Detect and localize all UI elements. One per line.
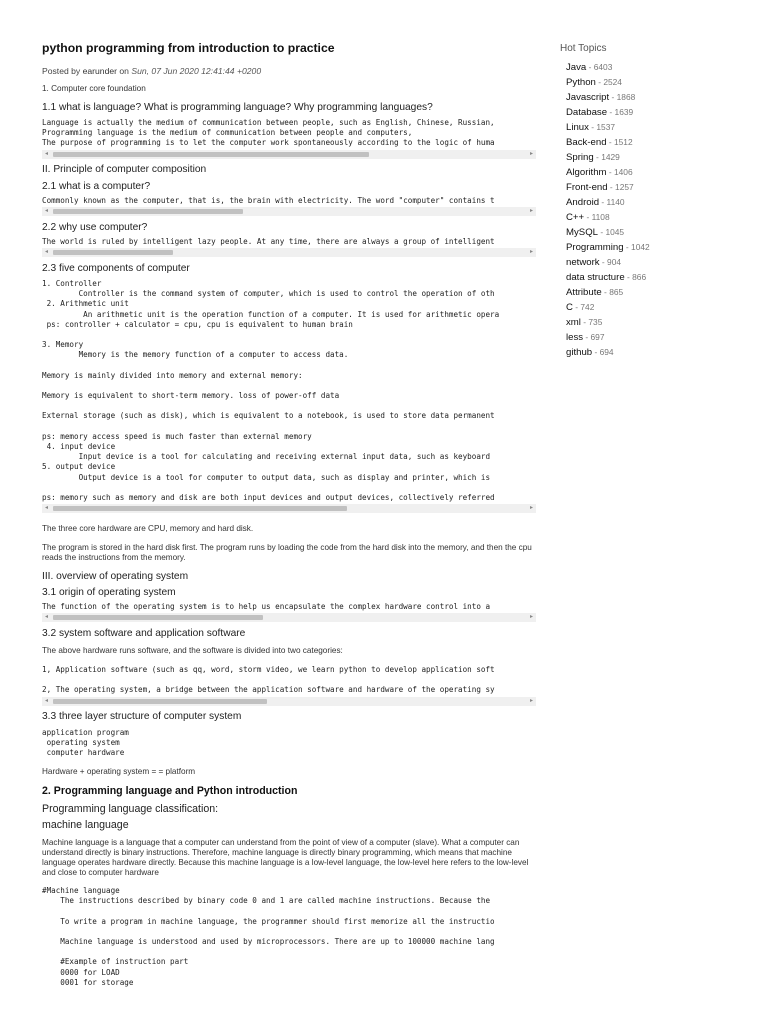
hot-topic-name[interactable]: Attribute [566,287,602,298]
scroll-right-arrow-icon[interactable]: ▸ [529,150,533,157]
hot-topic-separator: - [593,152,602,162]
post-date: Sun, 07 Jun 2020 12:41:44 +0200 [131,66,262,76]
section-heading: machine language [42,819,129,831]
hot-topic-item[interactable] [566,150,750,165]
hot-topic-item[interactable] [566,180,750,195]
hot-topics-sidebar [560,42,750,360]
code-block: Language is actually the medium of communication between people, such as English, Chinese, Russian, Programming language is the medium of communication between people and computers, The purpose of programming is to let the computer work spontaneously according to the logic of huma [42,118,495,148]
on-label: on [119,66,129,76]
scrollbar-thumb[interactable] [53,615,263,620]
section-heading: 2.1 what is a computer? [42,181,151,192]
hot-topic-name[interactable]: Algorithm [566,167,607,178]
hot-topic-count: 694 [599,347,614,357]
section-heading: 3.1 origin of operating system [42,587,176,598]
code-block: application program operating system computer hardware [42,728,129,758]
hot-topic-count: 1042 [631,242,650,252]
hot-topic-item[interactable] [566,345,750,360]
hot-topic-count: 904 [607,257,622,267]
scroll-left-arrow-icon[interactable]: ◂ [44,249,48,256]
hot-topic-name[interactable]: C [566,302,573,313]
code-block: 3. Memory Memory is the memory function of a computer to access data. Memory is mainly divided into memory and external memory: Memory is equivalent to short-term memory. loss of power-off data External storage (such as disk), which is equivalent to a notebook, is used to store data permanent ps: memory access speed is much faster than external memory 4. input device Input device is a tool for calculating and receiving external input data, such as keyboard 5. output device Output device is a tool for computer to output data, such as display and printer, which is ps: memory such as memory and disk are both input devices and output devices, collectively referred [42,340,495,503]
scroll-left-arrow-icon[interactable]: ◂ [44,208,48,215]
code-block: The function of the operating system is to help us encapsulate the complex hardware control into a [42,602,491,611]
hot-topic-separator: - [595,77,604,87]
hot-topic-separator: - [607,107,615,117]
hot-topic-name[interactable]: xml [566,317,581,328]
hot-topic-item[interactable] [566,270,750,285]
hot-topic-item[interactable] [566,135,750,150]
hot-topic-separator: - [601,287,610,297]
hot-topic-count: 735 [588,317,603,327]
scroll-left-arrow-icon[interactable]: ◂ [44,505,48,512]
hot-topic-count: 1639 [614,107,634,117]
horizontal-scrollbar[interactable] [42,207,536,216]
hot-topic-count: 742 [580,302,595,312]
hot-topic-separator: - [599,197,607,207]
hot-topic-separator: - [584,212,592,222]
hot-topic-count: 1140 [606,197,625,207]
hot-topic-name[interactable]: Database [566,107,608,118]
hot-topic-count: 1406 [613,167,633,177]
hot-topic-count: 1108 [591,212,610,222]
section-heading: 1.1 what is language? What is programming language? Why programming languages? [42,102,433,113]
hot-topic-name[interactable]: Java [566,62,587,73]
horizontal-scrollbar[interactable] [42,248,536,257]
hot-topic-name[interactable]: Javascript [566,92,610,103]
hot-topic-count: 1868 [616,92,636,102]
horizontal-scrollbar[interactable] [42,697,536,706]
code-block: 1, Application software (such as qq, word, storm video, we learn python to develop application soft 2, The operating system, a bridge between the application software and hardware of the operating sy [42,665,495,695]
paragraph: The program is stored in the hard disk first. The program runs by loading the code from the hard disk into the memory, and then the cpu reads the instructions from the memory. [42,543,532,562]
code-block: #Machine language The instructions described by binary code 0 and 1 are called machine instructions. Because the To write a program in machine language, the programmer should first memorize all the instructio Machine language is understood and used by microprocessors. There are up to 100000 machine lang #Example of instruction part 0000 for LOAD 0001 for storage [42,886,495,987]
scroll-left-arrow-icon[interactable]: ◂ [44,697,48,704]
scroll-right-arrow-icon[interactable]: ▸ [529,697,533,704]
hot-topic-separator: - [580,317,589,327]
hot-topic-item[interactable] [566,330,750,345]
hot-topic-separator: - [592,347,600,357]
hot-topic-item[interactable] [566,60,750,75]
hot-topic-item[interactable] [566,285,750,300]
hot-topics-title: Hot Topics [560,43,607,54]
scrollbar-thumb[interactable] [53,209,243,214]
hot-topic-item[interactable] [566,255,750,270]
hot-topic-count: 1045 [605,227,625,237]
horizontal-scrollbar[interactable] [42,504,536,513]
hot-topic-separator: - [599,257,608,267]
section-heading: III. overview of operating system [42,571,189,582]
hot-topic-separator: - [623,242,632,252]
hot-topic-item[interactable] [566,120,750,135]
paragraph: Hardware + operating system = = platform [42,767,196,776]
hot-topic-name[interactable]: Spring [566,152,594,163]
scroll-left-arrow-icon[interactable]: ◂ [44,150,48,157]
hot-topic-name[interactable]: Linux [566,122,589,133]
scroll-right-arrow-icon[interactable]: ▸ [529,505,533,512]
posted-by-label: Posted by [42,66,81,76]
scrollbar-thumb[interactable] [53,506,347,511]
scrollbar-thumb[interactable] [53,152,369,157]
scrollbar-thumb[interactable] [53,699,267,704]
code-block: 1. Controller Controller is the command system of computer, which is used to control the operation of oth 2. Arithmetic unit An arithmetic unit is the operation function of a computer. It is used for arithmetic opera ps: controller + calculator = cpu, cpu is equivalent to human brain [42,279,500,329]
paragraph: The three core hardware are CPU, memory and hard disk. [42,524,254,533]
hot-topic-item[interactable] [566,225,750,240]
article [42,40,536,987]
hot-topic-name[interactable]: Front-end [566,182,608,193]
hot-topic-separator: - [588,122,597,132]
scroll-right-arrow-icon[interactable]: ▸ [529,614,533,621]
hot-topic-separator: - [606,137,614,147]
hot-topic-count: 697 [590,332,605,342]
code-block: Commonly known as the computer, that is, the brain with electricity. The word "computer" contains t [42,196,495,205]
hot-topic-item[interactable] [566,300,750,315]
hot-topic-item[interactable] [566,315,750,330]
hot-topic-item[interactable] [566,240,750,255]
section-heading: 2. Programming language and Python introduction [42,785,298,797]
hot-topic-name[interactable]: less [566,332,584,343]
section-heading: 2.2 why use computer? [42,222,148,233]
hot-topic-count: 1512 [613,137,633,147]
section-heading: 3.3 three layer structure of computer system [42,711,242,722]
hot-topic-separator: - [624,272,633,282]
hot-topic-name[interactable]: Android [566,197,600,208]
hot-topic-count: 865 [609,287,624,297]
scroll-right-arrow-icon[interactable]: ▸ [529,249,533,256]
hot-topic-item[interactable] [566,210,750,225]
hot-topic-count: 1257 [615,182,634,192]
hot-topic-item[interactable] [566,195,750,210]
section-heading: II. Principle of computer composition [42,164,207,175]
hot-topic-count: 866 [632,272,647,282]
hot-topics-list [560,60,750,360]
section-heading: 2.3 five components of computer [42,263,190,274]
hot-topic-name[interactable]: MySQL [566,227,598,238]
hot-topic-separator: - [572,302,581,312]
hot-topic-count: 1537 [596,122,616,132]
hot-topic-name[interactable]: github [566,347,593,358]
hot-topic-name[interactable]: network [566,257,600,268]
horizontal-scrollbar[interactable] [42,150,536,159]
hot-topic-separator: - [609,92,617,102]
horizontal-scrollbar[interactable] [42,613,536,622]
paragraph: The above hardware runs software, and the software is divided into two categories: [42,646,343,655]
post-meta [42,65,536,77]
hot-topic-count: 2524 [603,77,622,87]
hot-topic-name[interactable]: Programming [566,242,624,253]
hot-topic-name[interactable]: C++ [566,212,585,223]
scrollbar-thumb[interactable] [53,250,173,255]
paragraph: Machine language is a language that a computer can understand from the point of view of a computer (slave). What a computer can understand directly is binary instructions. Therefore, machine language is directly binary programming, which means that machine language operates hardware directly. Because this machine language is a low-level language, the low-level here refers to the low-level and close to computer hardware [42,838,529,877]
author-link[interactable]: earunder [82,66,118,76]
hot-topic-separator: - [607,182,616,192]
hot-topic-count: 6403 [593,62,613,72]
post-title: python programming from introduction to practice [42,41,335,55]
hot-topic-separator: - [606,167,614,177]
hot-topic-name[interactable]: Back-end [566,137,607,148]
section-heading: Programming language classification: [42,803,219,815]
hot-topic-item[interactable] [566,105,750,120]
hot-topic-count: 1429 [601,152,620,162]
hot-topic-name[interactable]: data structure [566,272,625,283]
scroll-left-arrow-icon[interactable]: ◂ [44,614,48,621]
hot-topic-item[interactable] [566,90,750,105]
scroll-right-arrow-icon[interactable]: ▸ [529,208,533,215]
section-heading: 3.2 system software and application software [42,628,246,639]
hot-topic-name[interactable]: Python [566,77,596,88]
hot-topic-item[interactable] [566,165,750,180]
hot-topic-separator: - [598,227,606,237]
hot-topic-item[interactable] [566,75,750,90]
code-block: The world is ruled by intelligent lazy people. At any time, there are always a group of intelligent [42,237,495,246]
hot-topic-separator: - [586,62,594,72]
section-heading: 1. Computer core foundation [42,84,146,93]
hot-topic-separator: - [583,332,591,342]
